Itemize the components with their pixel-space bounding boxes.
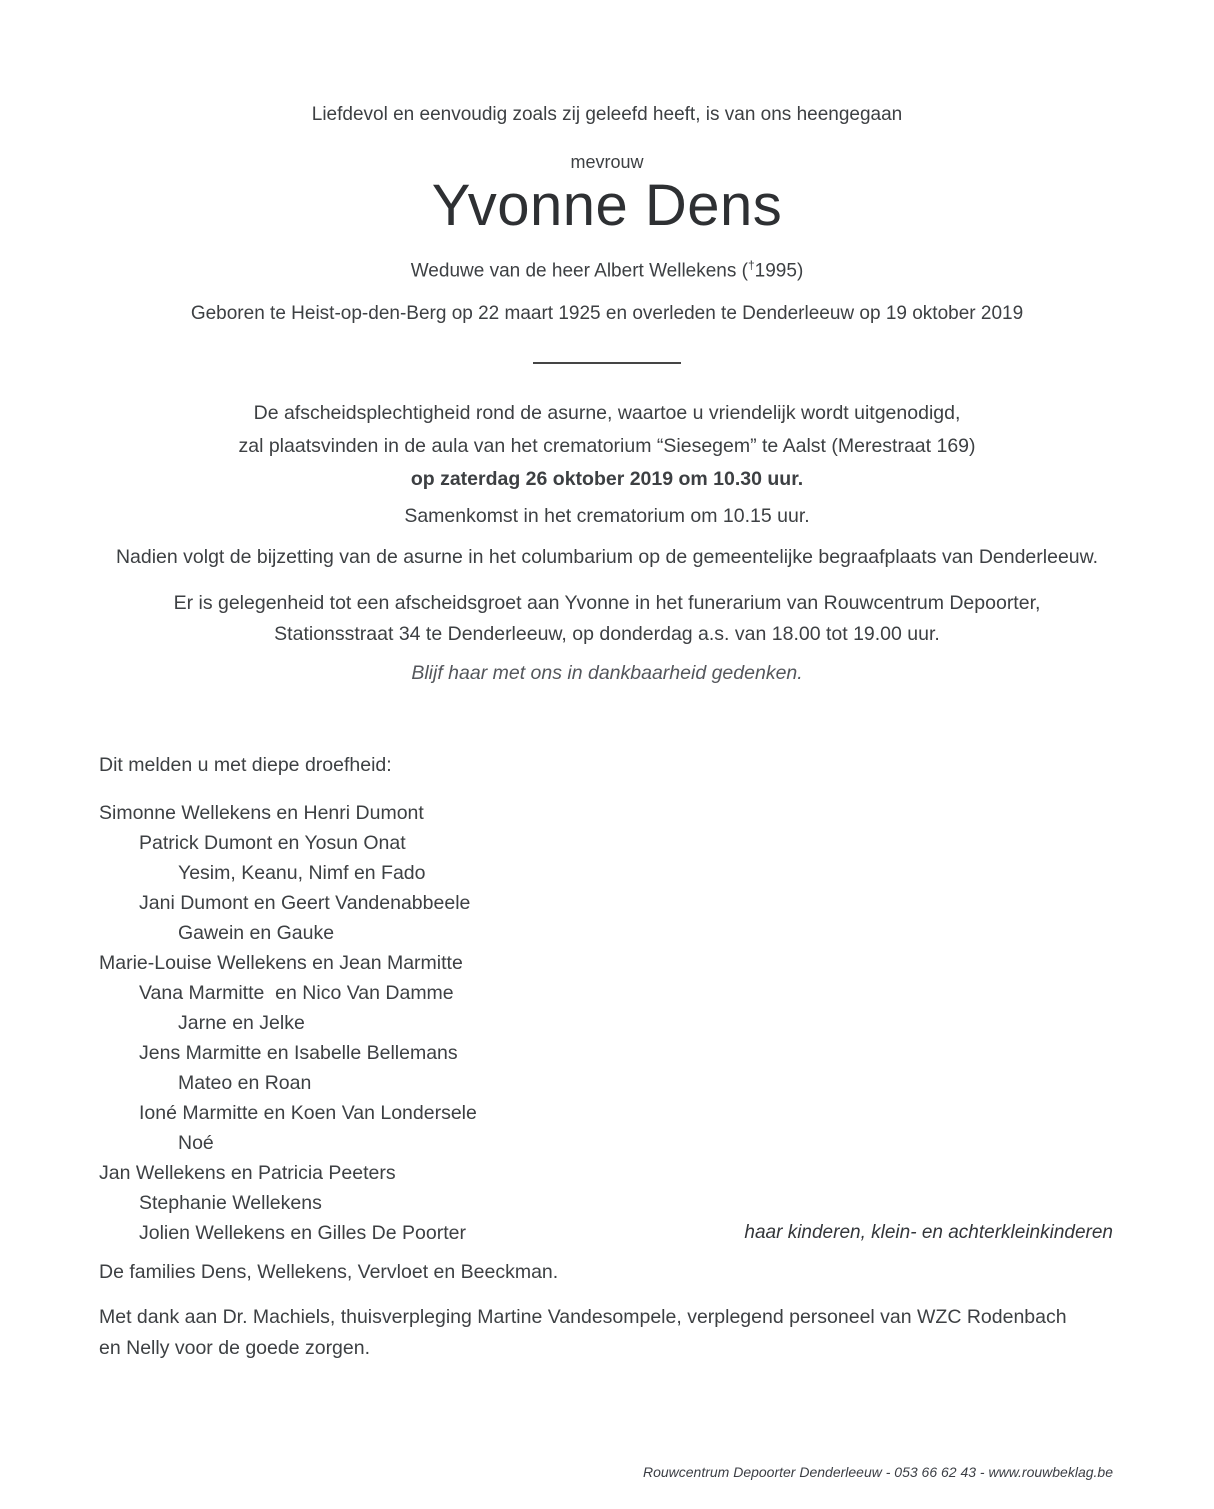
- families-line: De families Dens, Wellekens, Vervloet en Beeckman.: [99, 1261, 559, 1283]
- family-member: Mateo en Roan: [178, 1072, 312, 1094]
- family-member: Stephanie Wellekens: [139, 1192, 322, 1214]
- farewell-line-1: Er is gelegenheid tot een afscheidsgroet aan Yvonne in het funerarium van Rouwcentrum Depoorter,: [173, 592, 1041, 614]
- farewell-paragraph: [0, 588, 1214, 650]
- thanks-line-2: en Nelly voor de goede zorgen.: [99, 1337, 371, 1359]
- family-member: Jens Marmitte en Isabelle Bellemans: [139, 1042, 458, 1064]
- family-member: Jani Dumont en Geert Vandenabbeele: [139, 892, 471, 914]
- ceremony-date-line: op zaterdag 26 oktober 2019 om 10.30 uur.: [410, 468, 804, 490]
- family-list: [99, 798, 477, 1248]
- family-member: Jolien Wellekens en Gilles De Poorter: [139, 1222, 466, 1244]
- thanks-line-1: Met dank aan Dr. Machiels, thuisverpleging Martine Vandesompele, verplegend personeel van WZC Rodenbach: [99, 1306, 1067, 1328]
- dagger-symbol: †: [747, 258, 755, 272]
- thanks-paragraph: [99, 1302, 1067, 1364]
- ceremony-line-1: De afscheidsplechtigheid rond de asurne, waartoe u vriendelijk wordt uitgenodigd,: [253, 402, 961, 424]
- widow-line-post: 1995): [754, 260, 804, 282]
- widow-line-pre: Weduwe van de heer Albert Wellekens (: [410, 260, 748, 282]
- widow-line: [0, 258, 1214, 282]
- farewell-line-2: Stationsstraat 34 te Denderleeuw, op donderdag a.s. van 18.00 tot 19.00 uur.: [274, 623, 940, 645]
- family-member: Ioné Marmitte en Koen Van Londersele: [139, 1102, 477, 1124]
- birth-death-line: Geboren te Heist-op-den-Berg op 22 maart 1925 en overleden te Denderleeuw op 19 oktober 2019: [190, 303, 1024, 324]
- family-member: Gawein en Gauke: [178, 922, 335, 944]
- funeral-home-contact: Rouwcentrum Depoorter Denderleeuw - 053 66 62 43 - www.rouwbeklag.be: [642, 1464, 1113, 1480]
- family-member: Patrick Dumont en Yosun Onat: [139, 832, 406, 854]
- family-member: Vana Marmitte en Nico Van Damme: [139, 982, 454, 1004]
- family-heading: Dit melden u met diepe droefheid:: [99, 754, 392, 776]
- ceremony-line-2: zal plaatsvinden in de aula van het crematorium “Siesegem” te Aalst (Merestraat 169): [238, 435, 976, 457]
- family-member: Yesim, Keanu, Nimf en Fado: [178, 862, 426, 884]
- family-member: Marie-Louise Wellekens en Jean Marmitte: [99, 952, 463, 974]
- gathering-line: Samenkomst in het crematorium om 10.15 uur.: [404, 505, 810, 527]
- relation-note: haar kinderen, klein- en achterkleinkinderen: [744, 1222, 1113, 1243]
- family-member: Jarne en Jelke: [178, 1012, 305, 1034]
- remembrance-line: Blijf haar met ons in dankbaarheid gedenken.: [411, 662, 803, 684]
- divider-rule: [533, 362, 681, 364]
- ceremony-paragraph: [0, 397, 1214, 496]
- family-member: Simonne Wellekens en Henri Dumont: [99, 802, 424, 824]
- interment-line: Nadien volgt de bijzetting van de asurne in het columbarium op de gemeentelijke begraafplaats van Denderleeuw.: [115, 546, 1099, 568]
- honorific: mevrouw: [570, 152, 644, 172]
- family-member: Jan Wellekens en Patricia Peeters: [99, 1162, 396, 1184]
- deceased-name: Yvonne Dens: [431, 173, 783, 238]
- intro-line: Liefdevol en eenvoudig zoals zij geleefd heeft, is van ons heengegaan: [311, 104, 903, 125]
- family-member: Noé: [178, 1132, 214, 1154]
